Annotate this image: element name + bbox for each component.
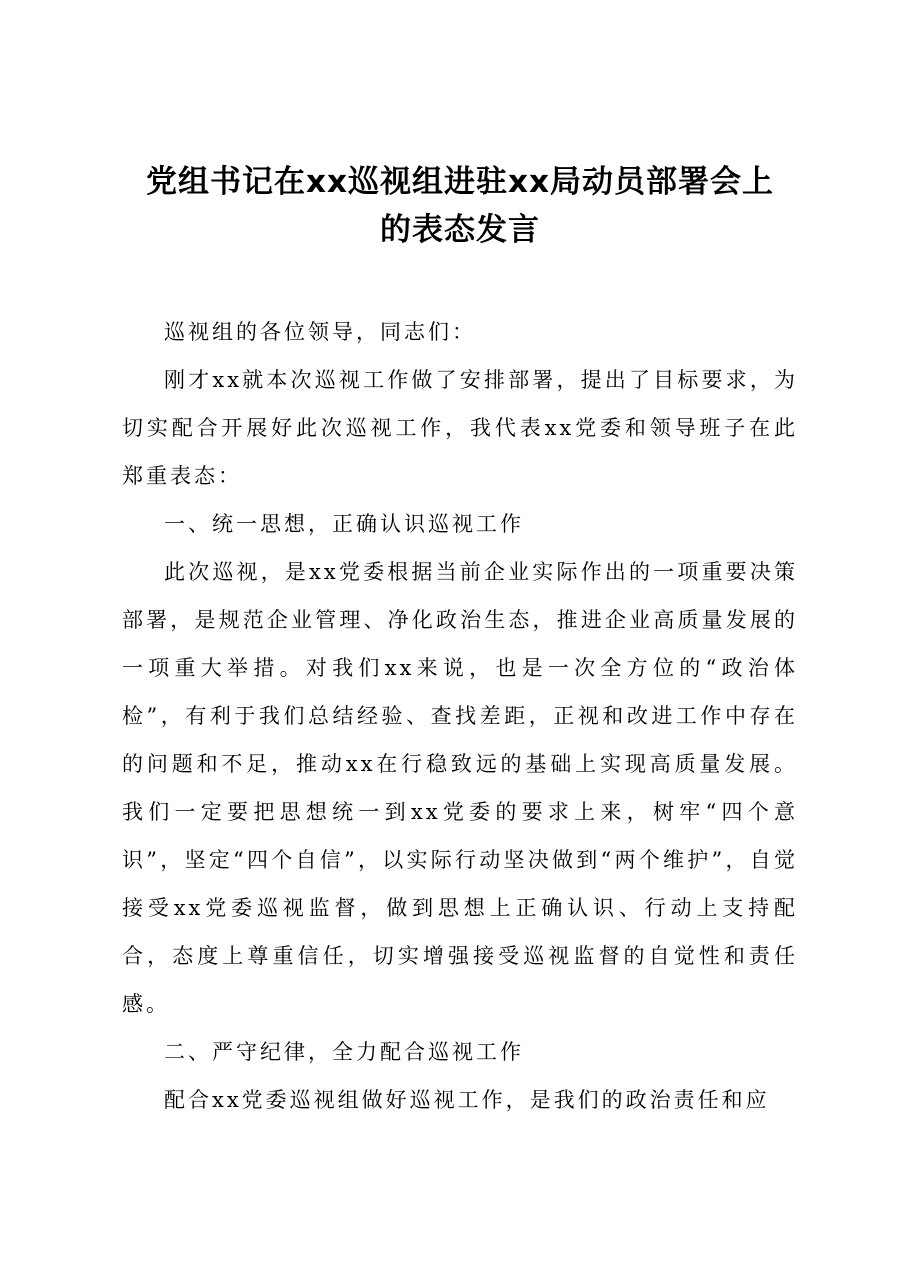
section-heading-2: 二、严守纪律，全力配合巡视工作 xyxy=(164,1040,524,1064)
document-body xyxy=(122,308,798,1124)
title-line-2: 的表态发言 xyxy=(380,212,540,248)
document-title xyxy=(110,158,810,254)
section-heading-1: 一、统一思想，正确认识巡视工作 xyxy=(164,512,524,536)
section-2-paragraph: 配合xx党委巡视组做好巡视工作，是我们的政治责任和应 xyxy=(164,1088,770,1112)
salutation: 巡视组的各位领导，同志们： xyxy=(164,320,476,344)
intro-paragraph: 刚才xx就本次巡视工作做了安排部署，提出了目标要求，为切实配合开展好此次巡视工作，我代表xx党委和领导班子在此郑重表态： xyxy=(122,368,798,488)
title-line-1: 党组书记在xx巡视组进驻xx局动员部署会上 xyxy=(146,164,774,200)
section-1-paragraph: 此次巡视，是xx党委根据当前企业实际作出的一项重要决策部署，是规范企业管理、净化政治生态，推进企业高质量发展的一项重大举措。对我们xx来说，也是一次全方位的“政治体检”，有利于我们总结经验、查找差距，正视和改进工作中存在的问题和不足，推动xx在行稳致远的基础上实现高质量发展。我们一定要把思想统一到xx党委的要求上来，树牢“四个意识”，坚定“四个自信”，以实际行动坚决做到“两个维护”，自觉接受xx党委巡视监督，做到思想上正确认识、行动上支持配合，态度上尊重信任，切实增强接受巡视监督的自觉性和责任感。 xyxy=(122,560,798,1016)
